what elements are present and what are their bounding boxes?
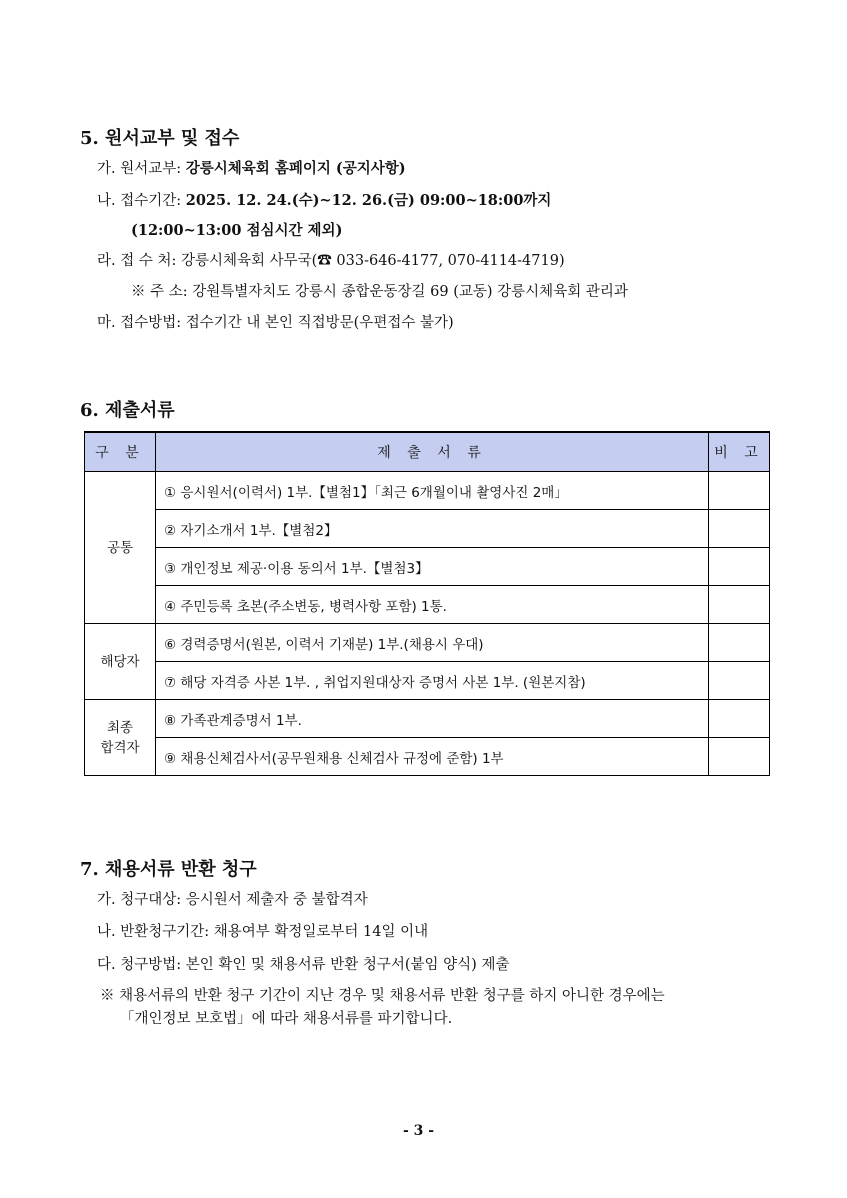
section-5-item-d: 마. 접수방법: 접수기간 내 본인 직접방문(우편접수 불가) (97, 315, 454, 331)
group-final-line2: 합격자 (100, 739, 140, 756)
document-item: ⑦ 해당 자격증 사본 1부. , 취업지원대상자 증명서 사본 1부. (원본지참) (156, 662, 709, 700)
section-7-item-b: 나. 반환청구기간: 채용여부 확정일로부터 14일 이내 (97, 924, 429, 940)
table-header-row (85, 432, 770, 472)
table-row (85, 472, 770, 510)
section-5-title: 5. 원서교부 및 접수 (80, 128, 240, 149)
section-7-item-a: 가. 청구대상: 응시원서 제출자 중 불합격자 (97, 892, 368, 908)
item-b-label: 나. 접수기간: (97, 193, 186, 209)
document-item: ① 응시원서(이력서) 1부.【별첨1】「최근 6개월이내 촬영사진 2매」 (156, 472, 709, 510)
document-item: ⑨ 채용신체검사서(공무원채용 신체검사 규정에 준함) 1부 (156, 738, 709, 776)
remark-cell (709, 662, 770, 700)
document-item: ⑧ 가족관계증명서 1부. (156, 700, 709, 738)
remark-cell (709, 738, 770, 776)
section-5-item-b (97, 189, 551, 210)
document-item: ② 자기소개서 1부.【별첨2】 (156, 510, 709, 548)
table-row (85, 548, 770, 586)
remark-cell (709, 548, 770, 586)
group-final (85, 700, 156, 776)
item-a-label: 가. 원서교부: (97, 161, 186, 177)
header-category: 구 분 (85, 432, 156, 472)
table-row (85, 624, 770, 662)
section-6-title: 6. 제출서류 (80, 400, 175, 421)
section-5-item-c: 라. 접 수 처: 강릉시체육회 사무국(☎ 033-646-4177, 070-4114-4719) (97, 253, 565, 269)
remark-cell (709, 624, 770, 662)
section-5-item-a (97, 157, 406, 178)
documents-table (84, 431, 770, 776)
remark-cell (709, 472, 770, 510)
table-row (85, 738, 770, 776)
remark-cell (709, 510, 770, 548)
document-item: ⑥ 경력증명서(원본, 이력서 기재분) 1부.(채용시 우대) (156, 624, 709, 662)
section-7-note-line1: ※ 채용서류의 반환 청구 기간이 지난 경우 및 채용서류 반환 청구를 하지 아니한 경우에는 (100, 988, 665, 1004)
group-applicable: 해당자 (85, 624, 156, 700)
table-row (85, 662, 770, 700)
header-documents: 제 출 서 류 (156, 432, 709, 472)
item-a-value: 강릉시체육회 홈페이지 (공지사항) (185, 160, 406, 177)
header-remarks: 비 고 (709, 432, 770, 472)
section-5-item-b-note: (12:00~13:00 점심시간 제외) (131, 222, 343, 239)
remark-cell (709, 586, 770, 624)
section-7-title: 7. 채용서류 반환 청구 (80, 859, 257, 880)
table-row (85, 510, 770, 548)
section-5-address: ※ 주 소: 강원특별자치도 강릉시 종합운동장길 69 (교동) 강릉시체육회 관리과 (131, 284, 628, 300)
document-item: ③ 개인정보 제공·이용 동의서 1부.【별첨3】 (156, 548, 709, 586)
item-b-value: 2025. 12. 24.(수)~12. 26.(금) 09:00~18:00까지 (185, 192, 552, 209)
section-7-item-c: 다. 청구방법: 본인 확인 및 채용서류 반환 청구서(붙임 양식) 제출 (97, 957, 510, 973)
table-row (85, 700, 770, 738)
remark-cell (709, 700, 770, 738)
section-7-note-line2: 「개인정보 보호법」에 따라 채용서류를 파기합니다. (120, 1011, 453, 1027)
page-number: - 3 - (403, 1123, 435, 1139)
group-common: 공통 (85, 472, 156, 624)
document-item: ④ 주민등록 초본(주소변동, 병력사항 포함) 1통. (156, 586, 709, 624)
group-final-line1: 최종 (106, 719, 134, 736)
table-row (85, 586, 770, 624)
